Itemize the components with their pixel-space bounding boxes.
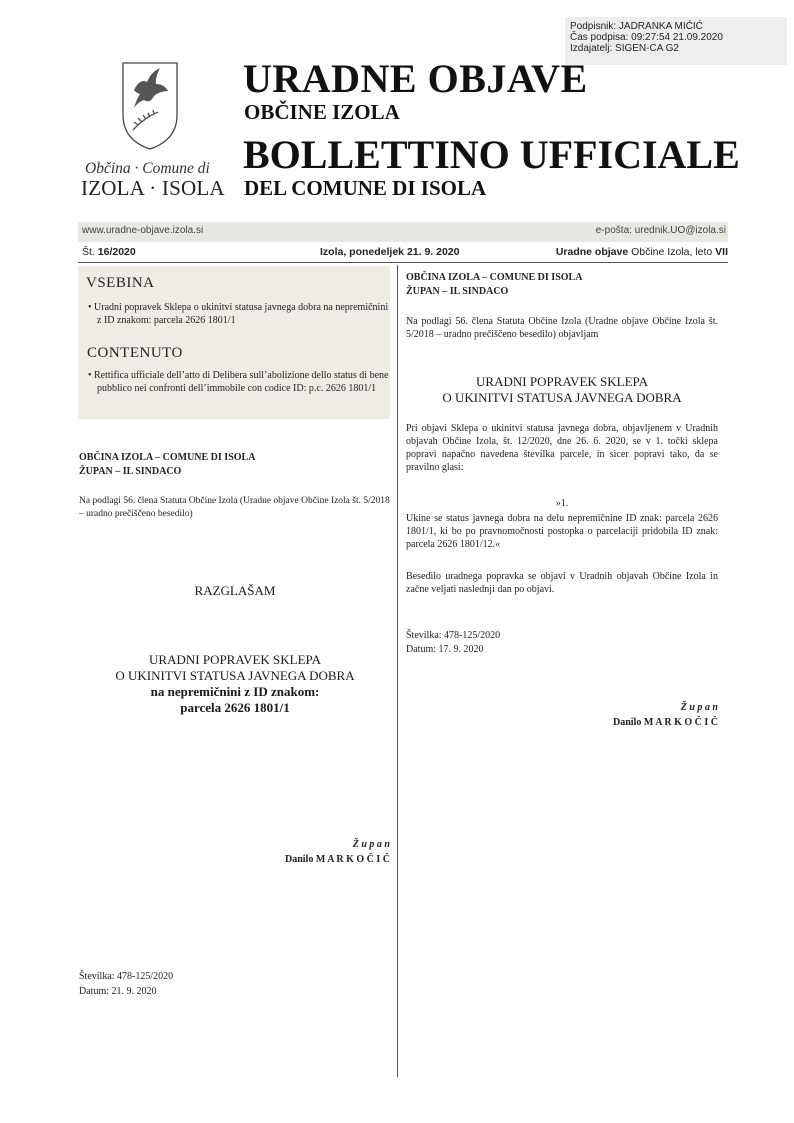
right-paragraph-1: Pri objavi Sklepa o ukinitvi statusa javnega dobra, objavljenem v Uradnih objavah Občine Izola, št. 12/2020, dne 26. 6. 2020, se v 1. točki sklepa popravi napačno navedena številka parcele, in sicer popravi tako, da se pravilno glasi:: [406, 423, 718, 473]
left-proclaim: RAZGLAŠAM: [194, 583, 276, 598]
masthead-subtitle-it: DEL COMUNE DI ISOLA: [244, 176, 487, 200]
left-ref-number: Številka: 478-125/2020: [79, 971, 174, 982]
right-issuer-2: ŽUPAN – IL SINDACO: [406, 286, 509, 297]
left-mayor-name: Danilo M A R K O Č I Č: [284, 854, 390, 865]
website-link[interactable]: www.uradne-objave.izola.si: [82, 225, 204, 236]
signature-signer: Podpisnik: JADRANKA MIĆIĆ: [570, 21, 703, 32]
table-of-contents: [78, 266, 390, 419]
right-ref-number: Številka: 478-125/2020: [406, 630, 501, 641]
right-quote-text: Ukine se status javnega dobra na delu nepremičnine ID znak: parcela 2626 1801/1, ki bo po pravnomočnosti postopka o parcelaciji pridobila ID znak: parcela 2626 1801/12.«: [406, 513, 718, 550]
crest-label-municipality: Občina · Comune di: [85, 160, 210, 177]
right-quote-number: »1.: [555, 498, 569, 509]
left-title-line-1: URADNI POPRAVEK SKLEPA: [149, 652, 321, 667]
left-ref-date: Datum: 21. 9. 2020: [79, 986, 157, 997]
municipality-crest-icon: [120, 60, 180, 152]
masthead-title-it: BOLLETTINO UFFICIALE: [243, 132, 740, 177]
right-ref-date: Datum: 17. 9. 2020: [406, 644, 484, 655]
toc-heading-sl: VSEBINA: [86, 275, 155, 291]
right-title-line-2: O UKINITVI STATUSA JAVNEGA DOBRA: [442, 390, 682, 405]
masthead-title-sl: URADNE OBJAVE: [243, 56, 588, 101]
digital-signature-box: [565, 17, 787, 65]
signature-issuer: Izdajatelj: SIGEN-CA G2: [570, 43, 679, 54]
right-mayor-title: Ž u p a n: [680, 702, 718, 713]
issue-publication: Uradne objave Občine Izola, leto VII: [555, 246, 728, 258]
header-divider: [78, 262, 728, 263]
toc-item-it[interactable]: • Rettifica ufficiale dell’atto di Delibera sull’abolizione dello status di bene pubblico nei confronti dell’immobile con codice ID: p.c. 2626 1801/1: [88, 370, 389, 394]
column-divider: [397, 265, 398, 1077]
left-issuer-1: OBČINA IZOLA – COMUNE DI ISOLA: [79, 452, 256, 463]
masthead-subtitle-sl: OBČINE IZOLA: [244, 100, 400, 124]
right-issuer-1: OBČINA IZOLA – COMUNE DI ISOLA: [406, 272, 583, 283]
left-title-line-4: parcela 2626 1801/1: [180, 700, 290, 715]
email-link[interactable]: e-pošta: urednik.UO@izola.si: [595, 225, 726, 236]
signature-time: Čas podpisa: 09:27:54 21.09.2020: [570, 32, 723, 43]
issue-row: [78, 246, 728, 260]
left-legal-basis: Na podlagi 56. člena Statuta Občine Izola (Uradne objave Občine Izola št. 5/2018 – uradno prečiščeno besedilo): [79, 496, 390, 519]
left-title-line-3: na nepremičnini z ID znakom:: [150, 684, 320, 699]
left-title-line-2: O UKINITVI STATUSA JAVNEGA DOBRA: [115, 668, 355, 683]
issue-place-date: Izola, ponedeljek 21. 9. 2020: [320, 246, 460, 258]
right-paragraph-2: Besedilo uradnega popravka se objavi v Uradnih objavah Občine Izola in začne veljati naslednji dan po objavi.: [406, 571, 718, 595]
right-legal-basis: Na podlagi 56. člena Statuta Občine Izola (Uradne objave Občine Izola št. 5/2018 – uradno prečiščeno besedilo) objavljam: [406, 316, 718, 340]
toc-item-sl[interactable]: • Uradni popravek Sklepa o ukinitvi statusa javnega dobra na nepremičnini z ID znakom: parcela 2626 1801/1: [88, 302, 389, 326]
left-issuer-2: ŽUPAN – IL SINDACO: [79, 466, 182, 477]
left-document-title: [79, 652, 391, 716]
issue-number: Št. 16/2020: [82, 246, 136, 258]
left-mayor-title: Ž u p a n: [352, 839, 390, 850]
crest-label-town: IZOLA · ISOLA: [81, 176, 225, 200]
right-mayor-name: Danilo M A R K O Č I Č: [612, 717, 718, 728]
right-document-title: [406, 374, 718, 406]
toc-heading-it: CONTENUTO: [87, 345, 183, 361]
right-title-line-1: URADNI POPRAVEK SKLEPA: [476, 374, 648, 389]
